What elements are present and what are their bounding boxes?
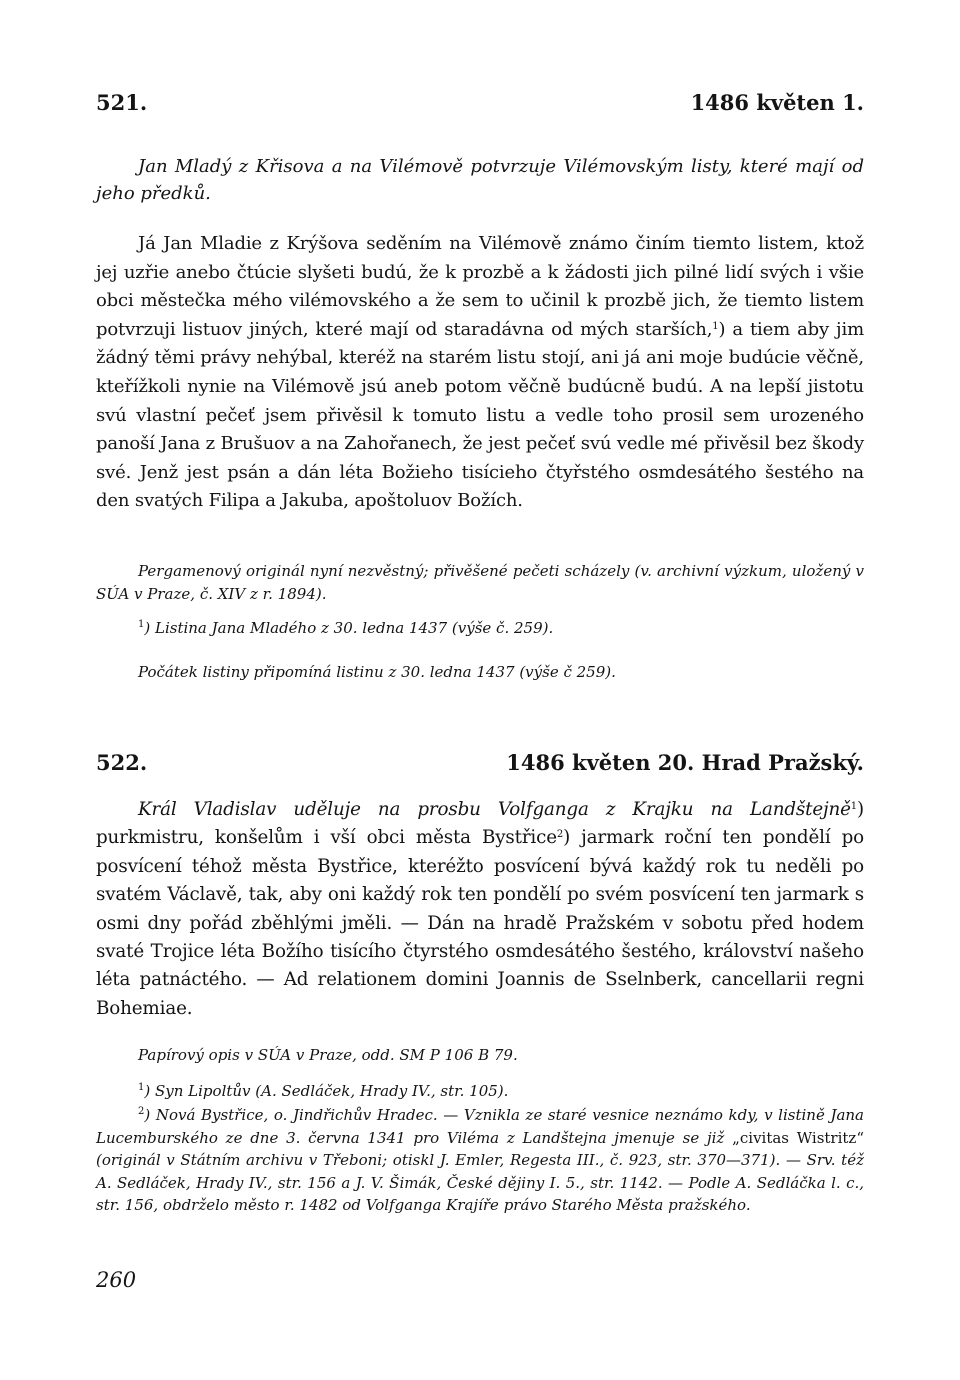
footnote xyxy=(96,617,864,640)
footnote-ref: 1 xyxy=(850,801,858,812)
entry-number: 521. xyxy=(96,90,148,115)
footnote-text: ) Nová Bystřice, o. Jindřichův Hradec. — Vznikla ze staré vesnice neznámo kdy, v listině Jana Lucemburského ze dne 3. června 1341 pro Viléma z Landštejna jmenuje se již xyxy=(96,1106,864,1147)
entry-521-header xyxy=(96,90,864,115)
book-page xyxy=(96,0,864,1380)
charter-text-part: Já Jan Mladie z Krýšova seděním na Vilémově známo činím tiemto listem, ktož jej uzřie anebo čtúcie slyšeti budú, že k prozbě a k žádosti jich pilné lidí svých i všie obci městečka mého vilémovského a že sem to učinil k prozbě jich, že tiemto listem potvrzuji listuov jiných, které mají od staradávna od mých starších, xyxy=(96,233,864,340)
footnote-text: ) Listina Jana Mladého z 30. ledna 1437 (výše č. 259). xyxy=(144,619,554,637)
source-note: Papírový opis v SÚA v Praze, odd. SM P 106 B 79. xyxy=(138,1046,518,1064)
footnote-mark: 2 xyxy=(138,1106,145,1117)
footnote xyxy=(96,1104,864,1217)
charter-text xyxy=(96,230,864,516)
footnote xyxy=(96,1080,864,1103)
footnote-ref: 1 xyxy=(712,320,719,332)
footnote-quote: „civitas Wistritz“ xyxy=(732,1128,864,1147)
charter-text-part: ) a tiem aby jim žádný těmi právy nehýbal, kteréž na starém listu stojí, ani já ani moje budúcie věčně, kteřížkoli nynie na Vilémově jsú aneb potom věčně budúcně budú. A na lepší jistotu svú vlastní pečeť jsem přivěsil k tomuto listu a vedle toho prosil sem urozeného panoší Jana z Brušuov a na Zahořanech, že jest pečeť svú vedle mé přivěsil bez škody své. Jenž jest psán a dán léta Božieho tisícieho čtyřstého osmdesátého šestého na den svatých Filipa a Jakuba, apoštoluov Božích. xyxy=(96,318,865,512)
charter-text-part: ) jarmark roční ten pondělí po posvícení téhož města Bystřice, kteréžto posvícení bývá každý rok tu neděli po svatém Václavě, tak, aby oni každý rok ten pondělí po svém posvícení ten jarmark s osmi dny pořád zběhlými jměli. — Dán na hradě Pražském v sobotu před hodem svaté Trojice léta Božího tisícího čtyrstého osmdesátého šestého, království našeho léta patnáctého. — Ad relationem domini Joannis de Sselnberk, cancellarii regni Bohemiae. xyxy=(96,827,864,1019)
footnote-ref: 2 xyxy=(556,829,564,841)
entry-522-header xyxy=(96,750,864,775)
footnote-text: ) Syn Lipoltův (A. Sedláček, Hrady IV., str. 105). xyxy=(144,1082,509,1100)
footnote-mark: 1 xyxy=(138,1082,145,1093)
entry-date: 1486 květen 1. xyxy=(690,90,864,115)
entry-number: 522. xyxy=(96,750,148,775)
page-number: 260 xyxy=(96,1268,137,1292)
entry-date: 1486 květen 20. Hrad Pražský. xyxy=(506,750,864,775)
footnote-mark: 1 xyxy=(138,619,145,630)
charter-text xyxy=(96,796,864,1023)
remark-note: Počátek listiny připomíná listinu z 30. ledna 1437 (výše č 259). xyxy=(138,663,616,681)
footnote-text: (originál v Státním archivu v Třeboni; otiskl J. Emler, Regesta III., č. 923, str. 370—371). — Srv. též A. Sedláček, Hrady IV., str. 156 a J. V. Šimák, České dějiny I. 5., str. 1142. — Podle A. Sedláčka l. c., str. 156, obdrželo město r. 1482 od Volfganga Krajíře právo Starého Města pražského. xyxy=(96,1151,864,1214)
source-note: Pergamenový originál nyní nezvěstný; přivěšené pečeti scházely (v. archivní výzkum, uložený v SÚA v Praze, č. XIV z r. 1894). xyxy=(96,562,864,603)
charter-text-part: ) purkmistru, konšelům i vší obci města Bystřice xyxy=(96,799,864,849)
entry-summary: Jan Mladý z Křisova a na Vilémově potvrzuje Vilémovským listy, které mají od jeho předků. xyxy=(96,156,864,204)
entry-summary: Král Vladislav uděluje na prosbu Volfganga z Krajku na Landštejně xyxy=(138,799,851,820)
